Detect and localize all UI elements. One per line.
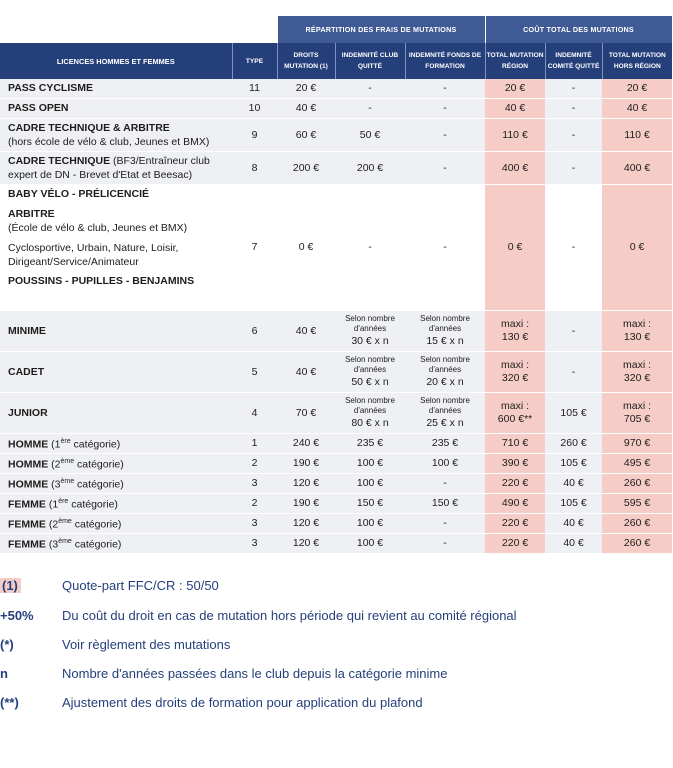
- legend-item: [0, 637, 673, 657]
- fonds-value: 25 € x n: [426, 416, 464, 429]
- club-note: Selon nombre d'années: [345, 354, 395, 374]
- table-row: [0, 533, 672, 553]
- license-label: CADET: [8, 365, 45, 378]
- type-cell: 1: [232, 433, 277, 453]
- license-label: BABY VÉLO - PRÉLICENCIÉ: [8, 187, 149, 200]
- license-label: FEMME: [8, 498, 46, 511]
- total-region-cell: 220 €: [485, 513, 545, 533]
- maxi-label: maxi :: [623, 317, 652, 330]
- type-cell: 7: [232, 184, 277, 310]
- total-hors-region-cell: 400 €: [602, 151, 672, 184]
- column-header: LICENCES HOMMES ET FEMMES: [0, 43, 232, 79]
- category-text: catégorie): [70, 438, 121, 451]
- group-header-cout-total: COÛT TOTAL DES MUTATIONS: [485, 16, 672, 43]
- total-region-value: 600 €**: [497, 412, 533, 425]
- droits-cell: 20 €: [277, 79, 335, 98]
- comite-cell: -: [545, 118, 602, 151]
- category-text: catégorie): [74, 478, 124, 491]
- droits-cell: 190 €: [277, 453, 335, 473]
- fonds-cell: [405, 310, 485, 351]
- total-region-value: 130 €: [501, 330, 529, 343]
- total-region-cell: 220 €: [485, 473, 545, 493]
- total-hors-region-cell: 595 €: [602, 493, 672, 513]
- type-cell: 2: [232, 453, 277, 473]
- maxi-label: maxi :: [501, 358, 530, 371]
- fonds-note: Selon nombre d'années: [420, 313, 470, 333]
- droits-cell: 190 €: [277, 493, 335, 513]
- droits-cell: 60 €: [277, 118, 335, 151]
- category-prefix: (1: [48, 438, 61, 451]
- total-region-cell: 20 €: [485, 79, 545, 98]
- license-label: PASS CYCLISME: [8, 82, 93, 95]
- type-cell: 5: [232, 351, 277, 392]
- total-hors-region-cell: 260 €: [602, 473, 672, 493]
- total-region-cell: [485, 351, 545, 392]
- fonds-cell: -: [405, 473, 485, 493]
- total-region-value: 320 €: [501, 371, 529, 384]
- license-sublabel: Dirigeant/Service/Animateur: [8, 255, 139, 268]
- fonds-cell: 100 €: [405, 453, 485, 473]
- type-cell: 10: [232, 98, 277, 118]
- droits-cell: 40 €: [277, 310, 335, 351]
- comite-cell: -: [545, 310, 602, 351]
- category-prefix: (1: [45, 498, 59, 511]
- comite-cell: 40 €: [545, 533, 602, 553]
- legend-key: (1): [0, 578, 21, 593]
- table-row: [0, 351, 672, 392]
- fonds-cell: [405, 351, 485, 392]
- table-row: [0, 310, 672, 351]
- table-row: [0, 151, 672, 184]
- club-value: 50 € x n: [351, 375, 389, 388]
- category-prefix: (3: [45, 538, 59, 551]
- club-cell: [335, 310, 405, 351]
- legend-item: [0, 578, 673, 598]
- column-header: DROITS MUTATION (1): [277, 43, 335, 79]
- total-hors-region-cell: 20 €: [602, 79, 672, 98]
- total-hors-region-cell: 495 €: [602, 453, 672, 473]
- club-cell: 50 €: [335, 118, 405, 151]
- fonds-cell: 235 €: [405, 433, 485, 453]
- category-text: catégorie): [74, 458, 124, 471]
- club-cell: [335, 351, 405, 392]
- total-hors-region-cell: 970 €: [602, 433, 672, 453]
- droits-cell: 70 €: [277, 392, 335, 433]
- table-row: [0, 392, 672, 433]
- license-label: JUNIOR: [8, 406, 48, 419]
- type-cell: 11: [232, 79, 277, 98]
- license-label-rest: (BF3/Entraîneur club: [110, 154, 210, 167]
- total-region-cell: 0 €: [485, 184, 545, 310]
- total-region-cell: 110 €: [485, 118, 545, 151]
- comite-cell: 105 €: [545, 493, 602, 513]
- type-cell: 8: [232, 151, 277, 184]
- comite-cell: -: [545, 151, 602, 184]
- droits-cell: 0 €: [277, 184, 335, 310]
- table-column-header: [0, 43, 672, 79]
- legend-item: [0, 608, 673, 628]
- type-cell: 3: [232, 513, 277, 533]
- license-label: FEMME: [8, 518, 46, 531]
- comite-cell: 260 €: [545, 433, 602, 453]
- total-region-cell: 220 €: [485, 533, 545, 553]
- total-hors-value: 320 €: [623, 371, 651, 384]
- club-value: 30 € x n: [351, 334, 389, 347]
- license-label: FEMME: [8, 538, 46, 551]
- droits-cell: 120 €: [277, 473, 335, 493]
- table-row: [0, 493, 672, 513]
- column-header: INDEMNITÉ FONDS DE FORMATION: [405, 43, 485, 79]
- legend-text: Quote-part FFC/CR : 50/50: [62, 578, 219, 593]
- license-label: HOMME: [8, 438, 49, 451]
- license-sublabel: (hors école de vélo & club, Jeunes et BMX): [8, 135, 210, 148]
- legend-text: Du coût du droit en cas de mutation hors période qui revient au comité régional: [62, 608, 517, 623]
- legend-text: Ajustement des droits de formation pour application du plafond: [62, 695, 423, 710]
- fonds-cell: -: [405, 533, 485, 553]
- category-text: catégorie): [68, 498, 118, 511]
- fonds-cell: -: [405, 79, 485, 98]
- total-hors-region-cell: [602, 351, 672, 392]
- club-cell: 100 €: [335, 533, 405, 553]
- club-cell: -: [335, 79, 405, 98]
- total-region-cell: [485, 392, 545, 433]
- license-label: PASS OPEN: [8, 102, 69, 114]
- column-header: INDEMNITÉ CLUB QUITTÉ: [335, 43, 405, 79]
- group-header-repartition: RÉPARTITION DES FRAIS DE MUTATIONS: [277, 16, 485, 43]
- legend-key: (**): [0, 695, 19, 710]
- fonds-note: Selon nombre d'années: [420, 395, 470, 415]
- club-cell: 235 €: [335, 433, 405, 453]
- category-text: catégorie): [71, 518, 122, 531]
- legend-text: Voir règlement des mutations: [62, 637, 231, 652]
- total-hors-region-cell: 0 €: [602, 184, 672, 310]
- club-cell: 200 €: [335, 151, 405, 184]
- club-cell: -: [335, 184, 405, 310]
- table-row: [0, 433, 672, 453]
- total-hors-value: 130 €: [623, 330, 651, 343]
- comite-cell: 40 €: [545, 473, 602, 493]
- total-region-cell: 490 €: [485, 493, 545, 513]
- license-label: HOMME: [8, 478, 49, 491]
- total-hors-region-cell: 260 €: [602, 533, 672, 553]
- maxi-label: maxi :: [623, 399, 652, 412]
- comite-cell: -: [545, 351, 602, 392]
- table-row: [0, 184, 672, 310]
- legend-text: Nombre d'années passées dans le club depuis la catégorie minime: [62, 666, 448, 681]
- category-suffix: ème: [58, 517, 72, 525]
- total-region-cell: 390 €: [485, 453, 545, 473]
- table-row: [0, 513, 672, 533]
- droits-cell: 120 €: [277, 533, 335, 553]
- club-cell: 100 €: [335, 473, 405, 493]
- table-row: [0, 79, 672, 98]
- category-suffix: ème: [60, 457, 75, 465]
- fonds-value: 15 € x n: [426, 334, 464, 347]
- license-sublabel: Cyclosportive, Urbain, Nature, Loisir,: [8, 241, 179, 254]
- total-region-cell: 710 €: [485, 433, 545, 453]
- type-cell: 6: [232, 310, 277, 351]
- maxi-label: maxi :: [501, 399, 530, 412]
- club-cell: -: [335, 98, 405, 118]
- maxi-label: maxi :: [501, 317, 530, 330]
- category-suffix: ème: [58, 537, 72, 545]
- club-note: Selon nombre d'années: [345, 395, 395, 415]
- license-label: POUSSINS - PUPILLES - BENJAMINS: [8, 274, 195, 287]
- type-cell: 9: [232, 118, 277, 151]
- fonds-cell: -: [405, 118, 485, 151]
- category-suffix: ème: [60, 477, 75, 485]
- category-suffix: ère: [60, 437, 71, 445]
- table-group-header: [0, 16, 672, 43]
- table-row: [0, 118, 672, 151]
- club-cell: 100 €: [335, 513, 405, 533]
- type-cell: 2: [232, 493, 277, 513]
- fonds-cell: [405, 392, 485, 433]
- total-region-cell: 40 €: [485, 98, 545, 118]
- total-hors-region-cell: [602, 310, 672, 351]
- fonds-cell: 150 €: [405, 493, 485, 513]
- droits-cell: 240 €: [277, 433, 335, 453]
- license-label: HOMME: [8, 458, 49, 471]
- type-cell: 4: [232, 392, 277, 433]
- fonds-note: Selon nombre d'années: [420, 354, 470, 374]
- comite-cell: -: [545, 79, 602, 98]
- license-label: CADRE TECHNIQUE: [8, 154, 111, 167]
- column-header: TYPE: [232, 43, 277, 79]
- comite-cell: -: [545, 98, 602, 118]
- fonds-cell: -: [405, 184, 485, 310]
- total-hors-region-cell: 40 €: [602, 98, 672, 118]
- license-sublabel: (École de vélo & club, Jeunes et BMX): [8, 221, 188, 234]
- category-prefix: (2: [45, 518, 59, 531]
- category-prefix: (2: [48, 458, 61, 471]
- fonds-cell: -: [405, 151, 485, 184]
- legend-key: (*): [0, 637, 14, 652]
- table-row: [0, 98, 672, 118]
- category-text: catégorie): [71, 538, 122, 551]
- column-header: TOTAL MUTATION HORS RÉGION: [602, 43, 672, 79]
- category-prefix: (3: [48, 478, 61, 491]
- legend-item: [0, 666, 673, 686]
- total-hors-region-cell: 110 €: [602, 118, 672, 151]
- legend-key: n: [0, 666, 8, 681]
- comite-cell: 40 €: [545, 513, 602, 533]
- droits-cell: 200 €: [277, 151, 335, 184]
- total-hors-value: 705 €: [623, 412, 651, 425]
- club-value: 80 € x n: [351, 416, 389, 429]
- column-header: INDEMNITÉ COMITÉ QUITTÉ: [545, 43, 602, 79]
- maxi-label: maxi :: [623, 358, 652, 371]
- club-cell: 100 €: [335, 453, 405, 473]
- comite-cell: 105 €: [545, 392, 602, 433]
- club-cell: 150 €: [335, 493, 405, 513]
- table-row: [0, 453, 672, 473]
- table-row: [0, 473, 672, 493]
- fonds-value: 20 € x n: [426, 375, 464, 388]
- type-cell: 3: [232, 473, 277, 493]
- fonds-cell: -: [405, 513, 485, 533]
- total-region-cell: 400 €: [485, 151, 545, 184]
- fonds-cell: -: [405, 98, 485, 118]
- droits-cell: 40 €: [277, 98, 335, 118]
- license-sublabel: expert de DN - Brevet d'Etat et Beesac): [8, 168, 193, 181]
- comite-cell: 105 €: [545, 453, 602, 473]
- droits-cell: 40 €: [277, 351, 335, 392]
- club-cell: [335, 392, 405, 433]
- license-label: MINIME: [8, 324, 46, 337]
- category-suffix: ère: [58, 497, 69, 505]
- license-label: CADRE TECHNIQUE & ARBITRE: [8, 121, 170, 134]
- total-hors-region-cell: [602, 392, 672, 433]
- droits-cell: 120 €: [277, 513, 335, 533]
- type-cell: 3: [232, 533, 277, 553]
- column-header: TOTAL MUTATION RÉGION: [485, 43, 545, 79]
- comite-cell: -: [545, 184, 602, 310]
- legend-key: +50%: [0, 608, 34, 623]
- mutation-fees-table: [0, 16, 673, 554]
- total-region-cell: [485, 310, 545, 351]
- legend-item: [0, 695, 673, 715]
- total-hors-region-cell: 260 €: [602, 513, 672, 533]
- club-note: Selon nombre d'années: [345, 313, 395, 333]
- license-label: ARBITRE: [8, 207, 55, 220]
